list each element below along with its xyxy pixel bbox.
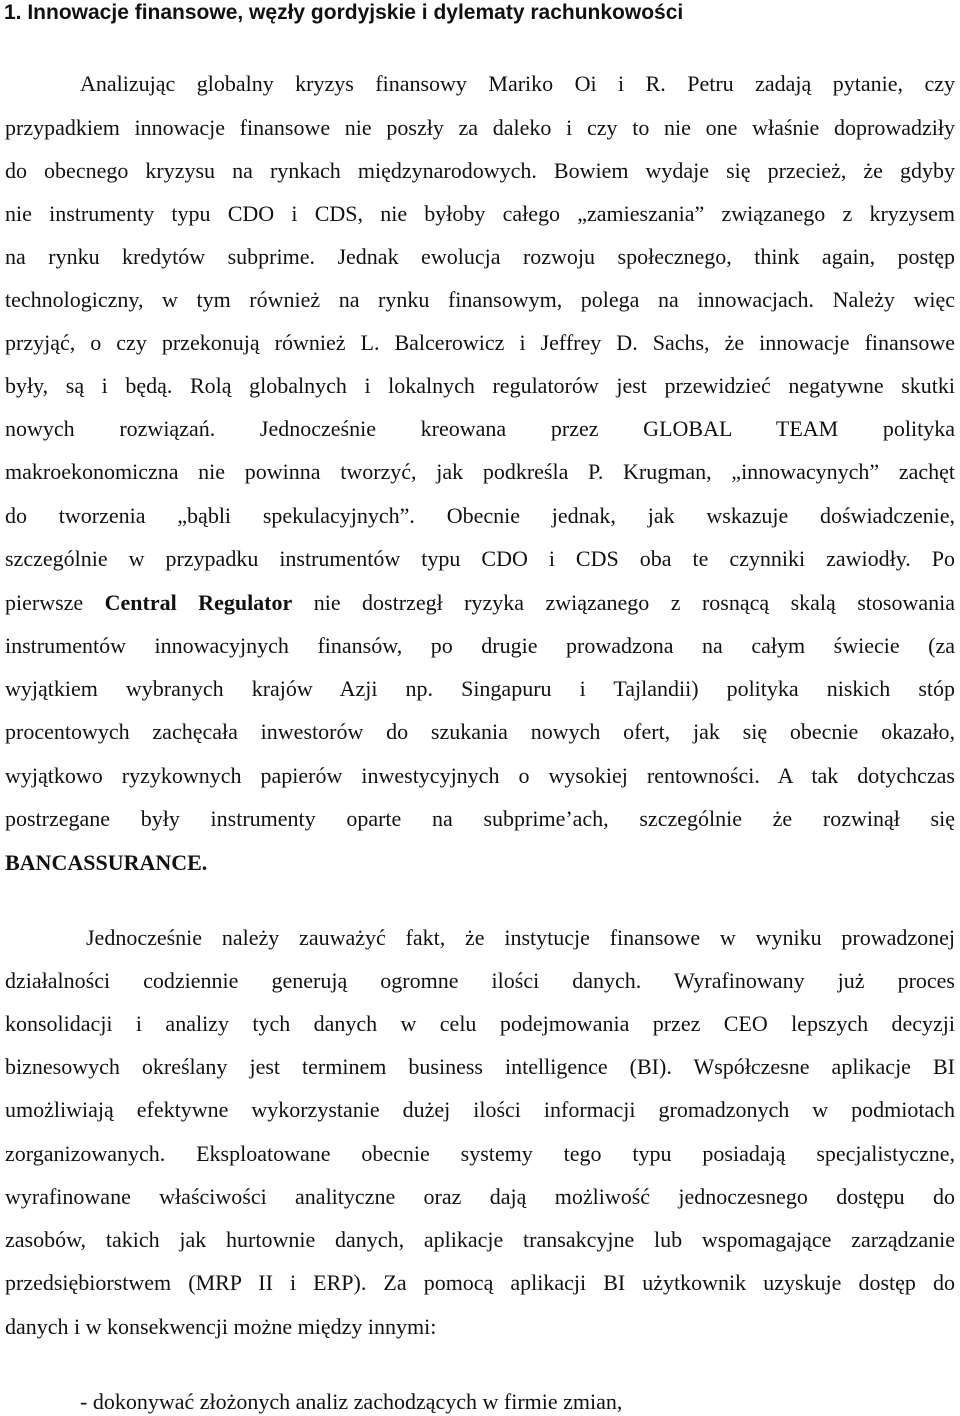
paragraph-1-line-10: makroekonomiczna nie powinna tworzyć, jak podkreśla P. Krugman, „innowacynych” zachęt [5, 459, 955, 484]
line-13-start: pierwsze [5, 590, 105, 615]
paragraph-2-line-6: zorganizowanych. Eksploatowane obecnie systemy tego typu posiadają specjalistyczne, [5, 1141, 955, 1166]
paragraph-1-line-5: na rynku kredytów subprime. Jednak ewolucja rozwoju społecznego, think again, postęp [5, 244, 955, 269]
paragraph-2-line-2: działalności codziennie generują ogromne ilości danych. Wyrafinowany już proces [5, 968, 955, 993]
paragraph-2-line-3: konsolidacji i analizy tych danych w celu podejmowania przez CEO lepszych decyzji [5, 1011, 955, 1036]
paragraph-1-line-17: wyjątkowo ryzykownych papierów inwestycyjnych o wysokiej rentowności. A tak dotychczas [5, 763, 955, 788]
paragraph-1-line-2: przypadkiem innowacje finansowe nie poszły za daleko i czy to nie one właśnie doprowadziły [5, 115, 955, 140]
paragraph-1-line-11: do tworzenia „bąbli spekulacyjnych”. Obecnie jednak, jak wskazuje doświadczenie, [5, 503, 955, 528]
paragraph-1-line-16: procentowych zachęcała inwestorów do szukania nowych ofert, jak się obecnie okazało, [5, 719, 955, 744]
paragraph-2-line-5: umożliwiają efektywne wykorzystanie dużej ilości informacji gromadzonych w podmiotach [5, 1097, 955, 1122]
paragraph-1-line-6: technologiczny, w tym również na rynku finansowym, polega na innowacjach. Należy więc [5, 287, 955, 312]
paragraph-1-line-3: do obecnego kryzysu na rynkach międzynarodowych. Bowiem wydaje się przecież, że gdyby [5, 158, 955, 183]
paragraph-1-line-12: szczególnie w przypadku instrumentów typu CDO i CDS oba te czynniki zawiodły. Po [5, 546, 955, 571]
paragraph-1-line-18: postrzegane były instrumenty oparte na subprime’ach, szczególnie że rozwinął się [5, 806, 955, 831]
paragraph-1-line-9: nowych rozwiązań. Jednocześnie kreowana przez GLOBAL TEAM polityka [5, 416, 955, 441]
paragraph-2-line-10: danych i w konsekwencji możne między innymi: [5, 1314, 437, 1339]
paragraph-2-line-4: biznesowych określany jest terminem business intelligence (BI). Współczesne aplikacje BI [5, 1054, 955, 1079]
paragraph-2-line-8: zasobów, takich jak hurtownie danych, aplikacje transakcyjne lub wspomagające zarządzanie [5, 1227, 955, 1252]
bullet-item: - dokonywać złożonych analiz zachodzących w firmie zmian, [80, 1389, 623, 1414]
paragraph-2-line-7: wyrafinowane właściwości analityczne oraz dają możliwość jednoczesnego dostępu do [5, 1184, 955, 1209]
paragraph-1-line-7: przyjąć, o czy przekonują również L. Balcerowicz i Jeffrey D. Sachs, że innowacje finansowe [5, 330, 955, 355]
paragraph-1-line-15: wyjątkiem wybranych krajów Azji np. Singapuru i Tajlandii) polityka niskich stóp [5, 676, 955, 701]
paragraph-2-line-9: przedsiębiorstwem (MRP II i ERP). Za pomocą aplikacji BI użytkownik uzyskuje dostęp do [5, 1270, 955, 1295]
paragraph-1-line-1: Analizując globalny kryzys finansowy Mariko Oi i R. Petru zadają pytanie, czy [80, 71, 955, 96]
line-13-end: nie dostrzegł ryzyka związanego z rosnącą skalą stosowania [292, 590, 955, 615]
paragraph-1-line-4: nie instrumenty typu CDO i CDS, nie byłoby całego „zamieszania” związanego z kryzysem [5, 201, 955, 226]
paragraph-2-line-1: Jednocześnie należy zauważyć fakt, że instytucje finansowe w wyniku prowadzonej [86, 925, 955, 950]
paragraph-1-line-13 [5, 589, 955, 617]
paragraph-1-line-14: instrumentów innowacyjnych finansów, po drugie prowadzona na całym świecie (za [5, 633, 955, 658]
central-regulator-term: Central Regulator [104, 590, 293, 615]
paragraph-1-line-8: były, są i będą. Rolą globalnych i lokalnych regulatorów jest przewidzieć negatywne skutki [5, 373, 955, 398]
section-heading: 1. Innowacje finansowe, węzły gordyjskie i dylematy rachunkowości [4, 1, 684, 24]
bancassurance-term: BANCASSURANCE. [5, 850, 208, 875]
